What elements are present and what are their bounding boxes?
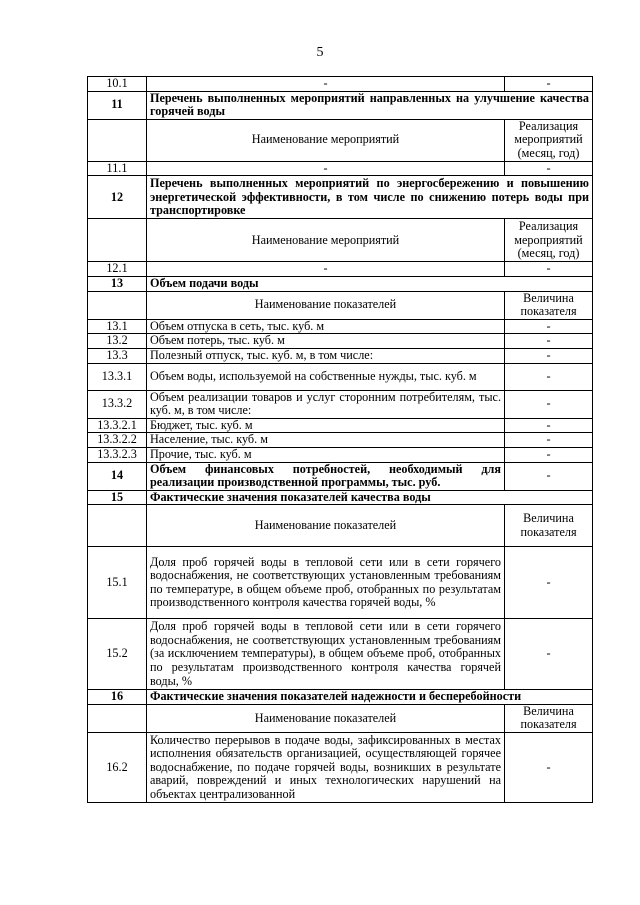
section-heading: Перечень выполненных мероприятий направленных на улучшение качества горячей воды <box>147 91 593 119</box>
row-label: Количество перерывов в подаче воды, зафиксированных в местах исполнения обязательств организацией, осуществляющей горячее водоснабжение, по подаче горячей воды, возникших в результате аварий, повреждений и иных технологических нарушений на объектах централизованной <box>147 733 505 803</box>
table-row <box>88 690 593 705</box>
row-number: 13.3.1 <box>88 363 147 390</box>
row-label: Доля проб горячей воды в тепловой сети или в сети горячего водоснабжения, не соответствующих установленным требованиям (за исключением температуры), в общем объеме проб, отобранных по результатам производственного контроля качества горячей воды, % <box>147 619 505 690</box>
row-label: Полезный отпуск, тыс. куб. м, в том числе: <box>147 348 505 363</box>
table-row <box>88 91 593 119</box>
table-row <box>88 77 593 92</box>
empty-cell <box>88 119 147 161</box>
row-number: 13.1 <box>88 319 147 334</box>
table-row <box>88 334 593 349</box>
table-row <box>88 547 593 619</box>
row-label: Бюджет, тыс. куб. м <box>147 418 505 433</box>
row-value: - <box>505 547 593 619</box>
section-heading: Фактические значения показателей качества воды <box>147 490 593 505</box>
table-row <box>88 418 593 433</box>
column-header-value: Величина показателя <box>505 291 593 319</box>
section-heading: Фактические значения показателей надежности и бесперебойности <box>147 690 593 705</box>
row-number: 11.1 <box>88 161 147 176</box>
table-row <box>88 433 593 448</box>
row-value: - <box>505 433 593 448</box>
row-value: - <box>505 390 593 418</box>
column-header-name: Наименование показателей <box>147 291 505 319</box>
column-header-value: Реализация мероприятий (месяц, год) <box>505 119 593 161</box>
page-number: 5 <box>316 45 324 60</box>
empty-cell <box>88 704 147 732</box>
row-label: Объем отпуска в сеть, тыс. куб. м <box>147 319 505 334</box>
row-label: Население, тыс. куб. м <box>147 433 505 448</box>
row-label: - <box>147 161 505 176</box>
table-row <box>88 462 593 490</box>
table-row <box>88 505 593 547</box>
row-number: 16.2 <box>88 733 147 803</box>
row-number: 15.2 <box>88 619 147 690</box>
table-row <box>88 619 593 690</box>
row-label: - <box>147 77 505 92</box>
section-heading: Объем подачи воды <box>147 276 593 291</box>
row-value: - <box>505 319 593 334</box>
table-row <box>88 161 593 176</box>
row-value: - <box>505 348 593 363</box>
row-value: - <box>505 418 593 433</box>
row-number: 13.3.2.3 <box>88 447 147 462</box>
table-row <box>88 733 593 803</box>
row-label: Объем финансовых потребностей, необходимый для реализации производственной программы, тыс. руб. <box>147 462 505 490</box>
row-value: - <box>505 77 593 92</box>
row-number: 13.3 <box>88 348 147 363</box>
row-number: 14 <box>88 462 147 490</box>
table-row <box>88 390 593 418</box>
row-value: - <box>505 161 593 176</box>
row-label: Прочие, тыс. куб. м <box>147 447 505 462</box>
row-number: 12.1 <box>88 262 147 277</box>
table-row <box>88 490 593 505</box>
row-number: 15.1 <box>88 547 147 619</box>
row-value: - <box>505 262 593 277</box>
row-value: - <box>505 334 593 349</box>
row-value: - <box>505 447 593 462</box>
column-header-name: Наименование мероприятий <box>147 119 505 161</box>
table-row <box>88 447 593 462</box>
row-label: Доля проб горячей воды в тепловой сети или в сети горячего водоснабжения, не соответствующих установленным требованиям по температуре, в общем объеме проб, отобранных по результатам производственного контроля качества горячей воды, % <box>147 547 505 619</box>
row-label: Объем реализации товаров и услуг сторонним потребителям, тыс. куб. м, в том числе: <box>147 390 505 418</box>
table-row <box>88 363 593 390</box>
row-value: - <box>505 619 593 690</box>
table-row <box>88 704 593 732</box>
table-row <box>88 176 593 219</box>
section-heading: Перечень выполненных мероприятий по энергосбережению и повышению энергетической эффективности, в том числе по снижению потерь воды при транспортировке <box>147 176 593 219</box>
row-number: 13.3.2.2 <box>88 433 147 448</box>
row-number: 13.2 <box>88 334 147 349</box>
row-value: - <box>505 363 593 390</box>
row-number: 13.3.2.1 <box>88 418 147 433</box>
row-number: 15 <box>88 490 147 505</box>
table-row <box>88 119 593 161</box>
row-number: 12 <box>88 176 147 219</box>
row-value: - <box>505 733 593 803</box>
row-number: 10.1 <box>88 77 147 92</box>
row-number: 16 <box>88 690 147 705</box>
empty-cell <box>88 505 147 547</box>
table-row <box>88 276 593 291</box>
table-row <box>88 348 593 363</box>
table-row <box>88 291 593 319</box>
table-row <box>88 219 593 262</box>
row-number: 13.3.2 <box>88 390 147 418</box>
table-row <box>88 319 593 334</box>
column-header-name: Наименование мероприятий <box>147 219 505 262</box>
column-header-name: Наименование показателей <box>147 505 505 547</box>
column-header-name: Наименование показателей <box>147 704 505 732</box>
indicators-table <box>87 76 593 803</box>
row-number: 11 <box>88 91 147 119</box>
column-header-value: Величина показателя <box>505 704 593 732</box>
row-label: Объем потерь, тыс. куб. м <box>147 334 505 349</box>
row-value: - <box>505 462 593 490</box>
empty-cell <box>88 291 147 319</box>
column-header-value: Величина показателя <box>505 505 593 547</box>
row-number: 13 <box>88 276 147 291</box>
row-label: - <box>147 262 505 277</box>
column-header-value: Реализация мероприятий (месяц, год) <box>505 219 593 262</box>
empty-cell <box>88 219 147 262</box>
row-label: Объем воды, используемой на собственные нужды, тыс. куб. м <box>147 363 505 390</box>
table-row <box>88 262 593 277</box>
